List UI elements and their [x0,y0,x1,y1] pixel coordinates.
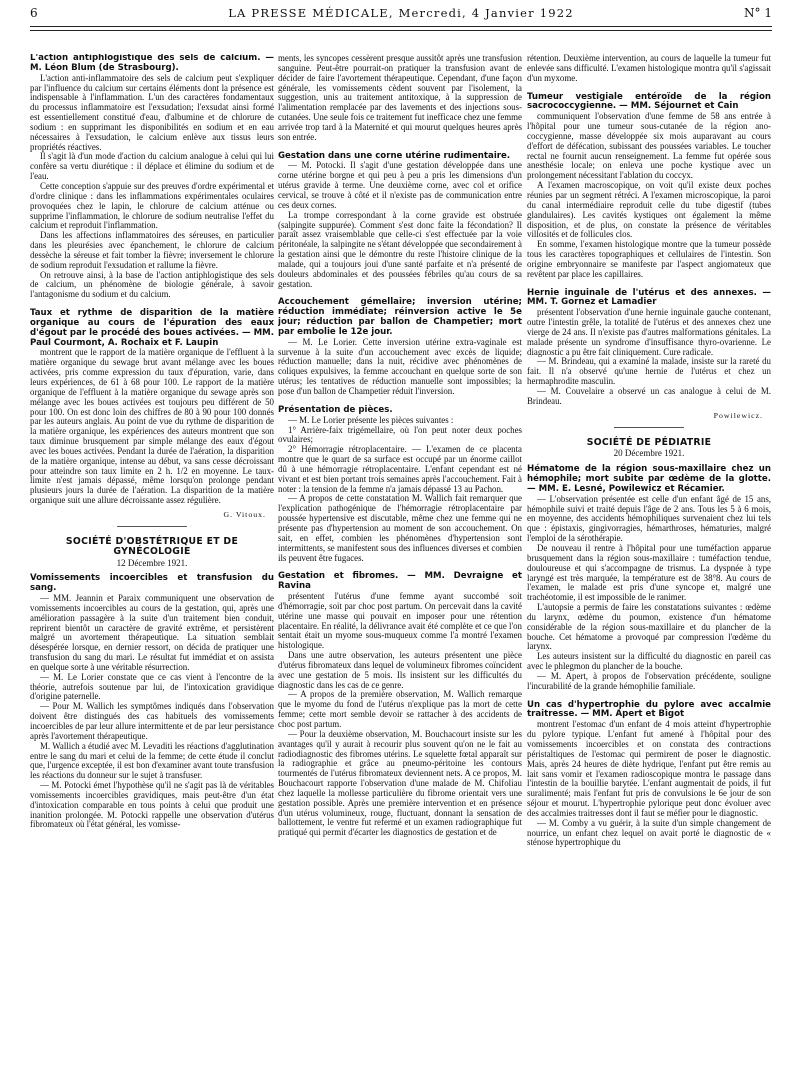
article-heading: Vomissements incoercibles et transfusion du sang. [30,573,274,594]
article-heading: Gestation et fibromes. — MM. Devraigne et Ravina [278,571,522,592]
paragraph: Dans une autre observation, les auteurs présentent une pièce d'utérus fibromateux dans lequel de volumineux fibromes coïncident avec une gestation de 5 mois. Ils insistent sur les difficultés du diagnostic dans les cas de ce genre. [278,650,522,690]
paragraph: — Pour M. Wallich les symptômes indiqués dans l'observation doivent être distingués des cas habituels des vomissements incoercibles de par leur allure intermittente et de par leur persistance après l'avortement thérapeutique. [30,701,274,741]
session-date: 20 Décembre 1921. [613,448,685,459]
paragraph: M. Wallich a étudié avec M. Levaditi les réactions d'agglutination entre le sang du mari et celui de la femme; de cette étude il conclut que, l'urgence exceptée, il est bon d'examiner avant toute transfusion les réactions du donneur sur le sujet à transfuser. [30,740,274,781]
paragraph: Cette conception s'appuie sur des preuves d'ordre expérimental et d'ordre clinique : dans les inflammations expérimentales oculaires provoquées chez le lapin, le chlorure de calcium atténue ou supprime l'inflammation, le chlorure de sodium neutralise l'effet du calcium et reproduit l'inflammation. [30,180,274,231]
signature: Powilewicz. [713,410,763,420]
column-left [30,54,274,1078]
paragraph: Il s'agit là d'un mode d'action du calcium analogue à celui qui lui confère sa vertu diurétique : il déplace et élimine du sodium et de l'eau. [30,151,274,182]
section-separator [117,526,187,527]
paragraph: — M. Potocki. Il s'agit d'une gestation développée dans une corne utérine borgne et qui peu à peu a pris les dimensions d'un utérus gravide à terme. Une deuxième corne, avec col et orifice cervical, se trouve à côté et il n'existe pas de communication entre ces deux cornes. [278,160,522,210]
paragraph: — M. Le Lorier. Cette inversion utérine extra-vaginale est survenue à la suite d'un accouchement avec excès de liquide; réduction manuelle; dans la nuit, récidive avec phénomènes de coliques expulsives, la femme accouchant en quelque sorte de son utérus; les tentatives de réduction manuelle sont impossibles; la pose d'un ballon de Champetier réduit l'inversion. [278,336,522,396]
paragraph: montrent l'estomac d'un enfant de 4 mois atteint d'hypertrophie du pylore typique. L'enfant fut amené à l'hôpital pour des vomissements incoercibles et on constata des contractions péristaltiques de l'estomac qui permirent de poser le diagnostic. Mais, après 24 heures de diète hydrique, l'enfant put être remis au lait sans vomir et l'examen radioscopique montra le passage dans l'intestin de la bouillie barytée. L'enfant augmentait de poids, il fut suralimenté; mais l'enfant fut pris de convulsions le 6e jour de son séjour et mourut. L'hypertrophie pylorique peut donc évoluer avec des accalmies traitresses dont il faut se méfier pour le diagnostic. [527,719,771,818]
society-heading: SOCIÉTÉ D'OBSTÉTRIQUE ET DE GYNÉCOLOGIE [65,535,239,557]
paragraph: ments, les syncopes cessèrent presque aussitôt après une transfusion sanguine. Peut-être pourrait-on pratiquer la transfusion avant de décider de faire l'avortement thérapeutique. Cependant, d'une façon générale, les vomissements cèdent souvent par l'isolement, la suggestion, unis au traitement antitoxique, à la suppression de l'alimentation remplacée par des lavements et des injections sous-cutanées. Une seule fois ce traitement fut inefficace chez une femme arrivée trop tard à la Maternité et qui mourut quelques heures après son entrée. [278,54,522,142]
paragraph: — M. Comby a vu guérir, à la suite d'un simple changement de nourrice, un enfant chez lequel on avait porté le diagnostic de « sténose hypertrophique du [527,817,771,848]
article-heading: Un cas d'hypertrophie du pylore avec accalmie traitresse. — MM. Apert et Bigot [527,699,771,720]
article-heading: Accouchement gémellaire; inversion utérine; réduction immédiate; réinversion active le 5e jour; réduction par ballon de Champetier; mort par embolie le 12e jour. [278,297,522,337]
section-separator [614,427,684,428]
paragraph: — M. Couvelaire a observé un cas analogue à celui de M. Brindeau. [527,386,771,406]
article-heading: Hernie inguinale de l'utérus et des annexes. — MM. T. Gornez et Lamadier [527,287,771,308]
paragraph: rétention. Deuxième intervention, au cours de laquelle la tumeur fut enlevée sans difficulté. L'examen histologique montra qu'il s'agissait d'un myxome. [527,54,771,83]
journal-title: LA PRESSE MÉDICALE, Mercredi, 4 Janvier 1922 [228,6,574,20]
paragraph: Dans les affections inflammatoires des séreuses, en particulier dans les pleurésies avec épanchement, le chlorure de calcium dessèche la séreuse et fait tomber la fièvre; inversement le chlorure de sodium reproduit l'exsudation et rallume la fièvre. [30,230,274,270]
paragraph: L'action anti-inflammatoire des sels de calcium peut s'expliquer par l'influence du calcium sur certains éléments dont la présence est indispensable à l'inflammation. L'un des caractères fondamentaux du processus inflammatoire est l'exsudation; l'exsudat ainsi formé est essentiellement constitué d'eau, d'albumine et de chlorure de sodium : en supprimant les disponibilités en sodium et en eau nécessaires à l'exsudation, le calcium enlève aux tissus leurs propriétés réactives. [30,72,274,152]
paragraph: — M. Apert, à propos de l'observation précédente, souligne l'incurabilité de la grande hémophilie familiale. [527,670,771,691]
paragraph: A l'examen macroscopique, on voit qu'il existe deux poches réunies par un segment rétréci. A l'examen microscopique, la paroi du canal intermédiaire reproduit celle du tube digestif (tubes glandulaires). Les cavités kystiques ont également la même disposition, et de plus, on constate la présence de véritables villosités et de follicules clos. [527,180,771,240]
paragraph: L'autopsie a permis de faire les constatations suivantes : œdème du larynx, œdème du poumon, existence d'un hématome considérable de la région sous-maxillaire et du plancher de la bouche. Cet hématome a provoqué par compression l'œdème du larynx. [527,602,771,652]
article-heading: Tumeur vestigiale entéroïde de la région sacrococcygienne. — MM. Séjournet et Cain [527,91,771,112]
paragraph: — M. Potocki émet l'hypothèse qu'il ne s'agit pas là de véritables vomissements incoercibles gravidiques, mais peut-être d'un état d'intoxication comparable en tous points à celui que produit une inanition prolongée. M. Potocki rappelle une observation d'utérus fibromateux où l'état général, les vomisse- [30,780,274,830]
paragraph: — Pour la deuxième observation, M. Bouchacourt insiste sur les avantages qu'il y aurait à recourir plus souvent qu'on ne le fait au radiodiagnostic des fibromes utérins. Le squelette fœtal apparaît sur la radiographie et grâce au pneumo-péritoine les contours tourmentés de l'utérus fibromateux deviennent nets. A ce propos, M. Bouchacourt rapporte l'observation d'une malade de M. Chifoliau chez laquelle la mollesse particulière du fibrome orientait vers une gestation possible. Après une première intervention et en présence d'un utérus volumineux, rouge, fluctuant, donnant la sensation de ballottement, le ventre fut refermé et un examen radiographique fut pratiqué qui permit d'écarter les diagnostics de gestation et de [278,728,522,838]
article-heading: L'action antiphlogistique des sels de calcium. — M. Léon Blum (de Strasbourg). [30,54,274,73]
issue-number: N° 1 [744,6,772,20]
header-rule-top [30,26,772,27]
paragraph: présentent l'observation d'une hernie inguinale gauche contenant, outre l'intestin grêle, la totalité de l'utérus et des annexes chez une vierge de 24 ans. Il n'existe pas d'autres malformations génitales. La malade présente un syndrome d'insuffisance thyro-ovarienne. Le diagnostic a pu être fait cliniquement. Cure radicale. [527,307,771,357]
article-heading: Présentation de pièces. [278,404,393,415]
paragraph: — L'observation présentée est celle d'un enfant âgé de 15 ans, hémophile suivi et traité depuis l'âge de 2 ans. Tous les 5 à 6 mois, en moyenne, des accidents hémophiliques survenaient chez lui tels que : épistaxis, gingivorragies, hémarthroses, hématuries, malgré l'emploi de la sérothérapie. [527,493,771,544]
article-heading: Gestation dans une corne utérine rudimentaire. [278,150,511,161]
signature: G. Vitoux. [223,509,266,519]
column-right [527,54,771,1078]
paragraph: — A propos de cette constatation M. Wallich fait remarquer que l'explication pathogénique de l'hémorragie rétroplacentaire par poussée hypertensive est discutable, même chez une femme qui ne présente pas d'hypertension au moment de son accouchement. On sait, en effet, combien les phénomènes d'hypertension sont intermittents, se manifestent sous des influences diverses et combien ils peuvent être fugaces. [278,493,522,563]
paragraph: présentent l'utérus d'une femme ayant succombé soit d'hémorragie, soit par choc post partum. On percevait dans la cavité utérine une masse qui pouvait en imposer pour une rétention placentaire. En réalité, la délivrance avait été complète et ce que l'on sentait était un myome sous-muqueux comme l'a montré l'examen histologique. [278,591,522,651]
paragraph: La trompe correspondant à la corne gravide est obstruée (salpingite suppurée). Comment s'est donc faite la fécondation? Il paraît assez vraisemblable que celle-ci s'est effectuée par la voie péritonéale, la salpingite ne s'étant développée que secondairement à la gestation ainsi que le démontre du reste l'histoire clinique de la malade, qui a toujours joui d'une santé parfaite et n'a présenté de douleurs abdominales et des poussées fébriles qu'au cours de sa gestation. [278,209,522,289]
paragraph: De nouveau il rentre à l'hôpital pour une tuméfaction apparue brusquement dans la région sous-maxillaire : tuméfaction tendue, douloureuse et qui s'accompagne de trismus. La dyspnée à type laryngé est très marquée, la température est de 38°8. Au cours de l'examen, le malade est pris d'une syncope et, malgré une trachéotomie, il est impossible de le ranimer. [527,542,771,603]
paragraph: En somme, l'examen histologique montre que la tumeur possède tous les caractères topographiques et cellulaires de l'intestin. Son origine embryonnaire se manifeste par l'aspect angiomateux que revêtent par place les capillaires. [527,239,771,279]
header-rule-bottom [30,30,772,31]
society-heading: SOCIÉTÉ DE PÉDIATRIE [586,436,712,448]
paragraph: — A propos de la première observation, M. Wallich remarque que le myome du fond de l'utérus n'explique pas la mort de cette femme; cette mort semble devoir se rattacher à des accidents de choc post partum. [278,689,522,729]
paragraph: montrent que le rapport de la matière organique de l'effluent à la matière organique du sewage brut avant mélange avec les boues activées, pris comme expression du taux d'épuration, varie, dans leurs expériences, de 61 à 68 pour 100. Le rapport de la matière organique de l'effluent à la matière organique du sewage après son mélange avec les boues activées est toujours peu différent de 50 pour 100. On est donc loin des chiffres de 80 à 90 pour 100 donnés par les auteurs anglais. Au point de vue du rythme de disparition de la matière organique, les expériences des auteurs montrent que son taux diminue brusquement par simple mélange des eaux d'égout avec les boues activées. Pendant la durée de l'aération, la disparition de la matière organique, intense au début, va sans cesse décroissant pour atteindre son taux limite en 2 h. 1/2 en moyenne. Le taux-limite n'est jamais dépassé, même lorsqu'on prolonge pendant plusieurs jours la durée de l'aération. La disparition de la matière organique suit une allure décroissante assez régulière. [30,347,274,506]
paragraph: 1° Arrière-faix trigémellaire, où l'on peut noter deux poches ovulaires; [278,424,522,445]
page-header [30,4,772,24]
paragraph: communiquent l'observation d'une femme de 58 ans entrée à l'hôpital pour une tumeur sous-cutanée de la région ano-coccygienne, masse développée six mois auparavant au cours d'effort de défécation, subissant des poussées variables. Le toucher rectal ne fournit aucun renseignement. La femme fut opérée sous anesthésie locale; on enleva une poche kystique avec un prolongement nécessitant l'ablation du coccyx. [527,111,771,181]
column-middle [278,54,522,1078]
article-heading: Hématome de la région sous-maxillaire chez un hémophile; mort subite par œdème de la glotte. — MM. E. Lesné, Powilewicz et Récamier. [527,464,771,494]
session-date: 12 Décembre 1921. [116,557,188,568]
paragraph: — M. Le Lorier présente les pièces suivantes : [288,414,454,425]
paragraph: — M. Le Lorier constate que ce cas vient à l'encontre de la théorie, autrefois soutenue par lui, de l'intoxication gravidique d'origine paternelle. [30,671,274,702]
page-number: 6 [30,6,38,20]
paragraph: Les auteurs insistent sur la difficulté du diagnostic en pareil cas avec le phlegmon du plancher de la bouche. [527,651,771,672]
paragraph: 2° Hémorragie rétroplacentaire. — L'examen de ce placenta montre que le quart de sa surface est occupé par un énorme caillot dû à une hémorragie rétroplacentaire. L'enfant cependant est né vivant et est bien portant trois semaines après l'accouchement. Fait à noter : la tension de la femme n'a jamais dépassé 13 au Pachon. [278,444,522,494]
article-heading: Taux et rythme de disparition de la matière organique au cours de l'épuration des eaux d'égout par le procédé des boues activées. — MM. Paul Courmont, A. Rochaix et F. Laupin [30,308,274,348]
paragraph: — MM. Jeannin et Paraix communiquent une observation de vomissements incoercibles au cours de la gestation, qui, après une amélioration passagère à la suite d'un traitement bien conduit, reprirent bientôt un caractère de gravité extrême, et persistèrent malgré un avortement thérapeutique. La situation semblait désespérée lorsque, en dernier ressort, on décida de pratiquer une transfusion du sang du mari. Le résultat fut immédiat et on assista en quelque sorte à une véritable résurrection. [30,593,274,672]
paragraph: — M. Brindeau, qui a examiné la malade, insiste sur la rareté du fait. Il n'a observé qu'une hernie de l'utérus et chez un hermaphrodite masculin. [527,356,771,387]
paragraph: On retrouve ainsi, à la base de l'action antiphlogistique des sels de calcium, un phénomène de biologie générale, à savoir l'antagonisme du sodium et du calcium. [30,269,274,300]
